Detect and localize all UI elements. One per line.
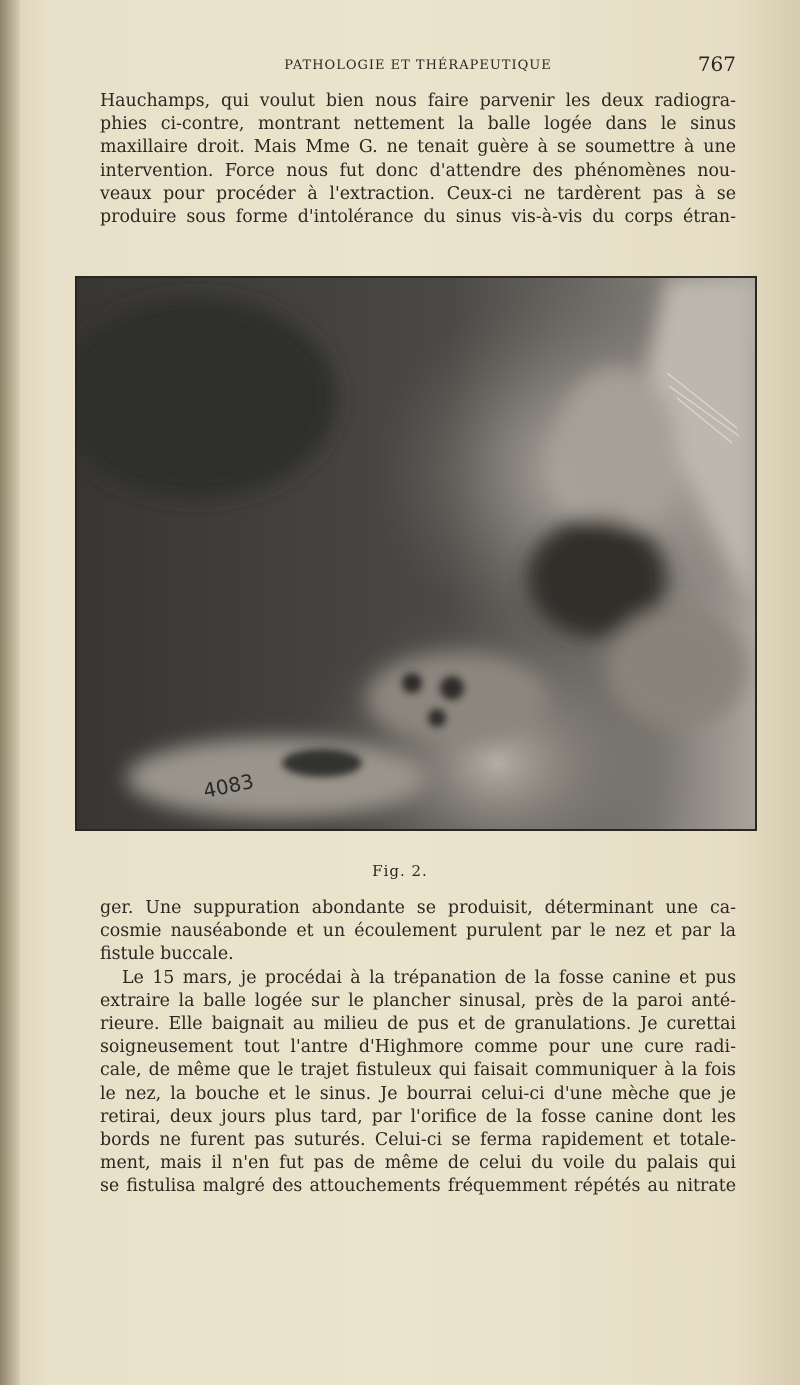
- running-head: PATHOLOGIE ET THÉRAPEUTIQUE: [284, 58, 552, 73]
- page-gutter-shadow: [0, 0, 20, 1385]
- text-line: se fistulisa malgré des attouchements fréquemment répétés au nitrate: [100, 1176, 736, 1197]
- text-line: phies ci-contre, montrant nettement la balle logée dans le sinus: [100, 114, 736, 135]
- text-line: fistule buccale.: [100, 944, 234, 965]
- text-line: maxillaire droit. Mais Mme G. ne tenait guère à se soumettre à une: [100, 137, 736, 158]
- page-header: [100, 52, 736, 80]
- text-line: bords ne furent pas suturés. Celui-ci se ferma rapidement et totale-: [100, 1130, 736, 1151]
- text-line: cosmie nauséabonde et un écoulement purulent par le nez et par la: [100, 921, 736, 942]
- text-line: veaux pour procéder à l'extraction. Ceux-ci ne tardèrent pas à se: [100, 183, 736, 204]
- figure-caption: Fig. 2.: [372, 862, 428, 880]
- text-line: extraire la balle logée sur le plancher sinusal, près de la paroi anté-: [100, 990, 736, 1011]
- text-line: intervention. Force nous fut donc d'attendre des phénomènes nou-: [100, 160, 736, 181]
- text-line: ger. Une suppuration abondante se produisit, déterminant une ca-: [100, 898, 736, 918]
- radiograph-figure: [75, 276, 757, 831]
- radiograph-image: [77, 278, 755, 829]
- text-line: cale, de même que le trajet fistuleux qui faisait communiquer à la fois: [100, 1060, 736, 1081]
- text-line: rieure. Elle baignait au milieu de pus et de granulations. Je curettai: [100, 1014, 736, 1035]
- paragraph-top: [100, 90, 736, 229]
- text-line: soigneusement tout l'antre d'Highmore comme pour une cure radi-: [100, 1037, 736, 1058]
- text-line: Hauchamps, qui voulut bien nous faire parvenir les deux radiogra-: [100, 91, 736, 111]
- text-line: ment, mais il n'en fut pas de même de celui du voile du palais qui: [100, 1153, 736, 1174]
- paragraph-bottom: [100, 897, 736, 1199]
- text-line: Le 15 mars, je procédai à la trépanation de la fosse canine et pus: [122, 967, 736, 988]
- plate-number-marking: 4083: [201, 768, 256, 803]
- page-number: 767: [697, 52, 736, 76]
- text-line: retirai, deux jours plus tard, par l'orifice de la fosse canine dont les: [100, 1106, 736, 1127]
- text-line: produire sous forme d'intolérance du sinus vis-à-vis du corps étran-: [100, 207, 736, 228]
- text-line: le nez, la bouche et le sinus. Je bourrai celui-ci d'une mèche que je: [100, 1083, 736, 1104]
